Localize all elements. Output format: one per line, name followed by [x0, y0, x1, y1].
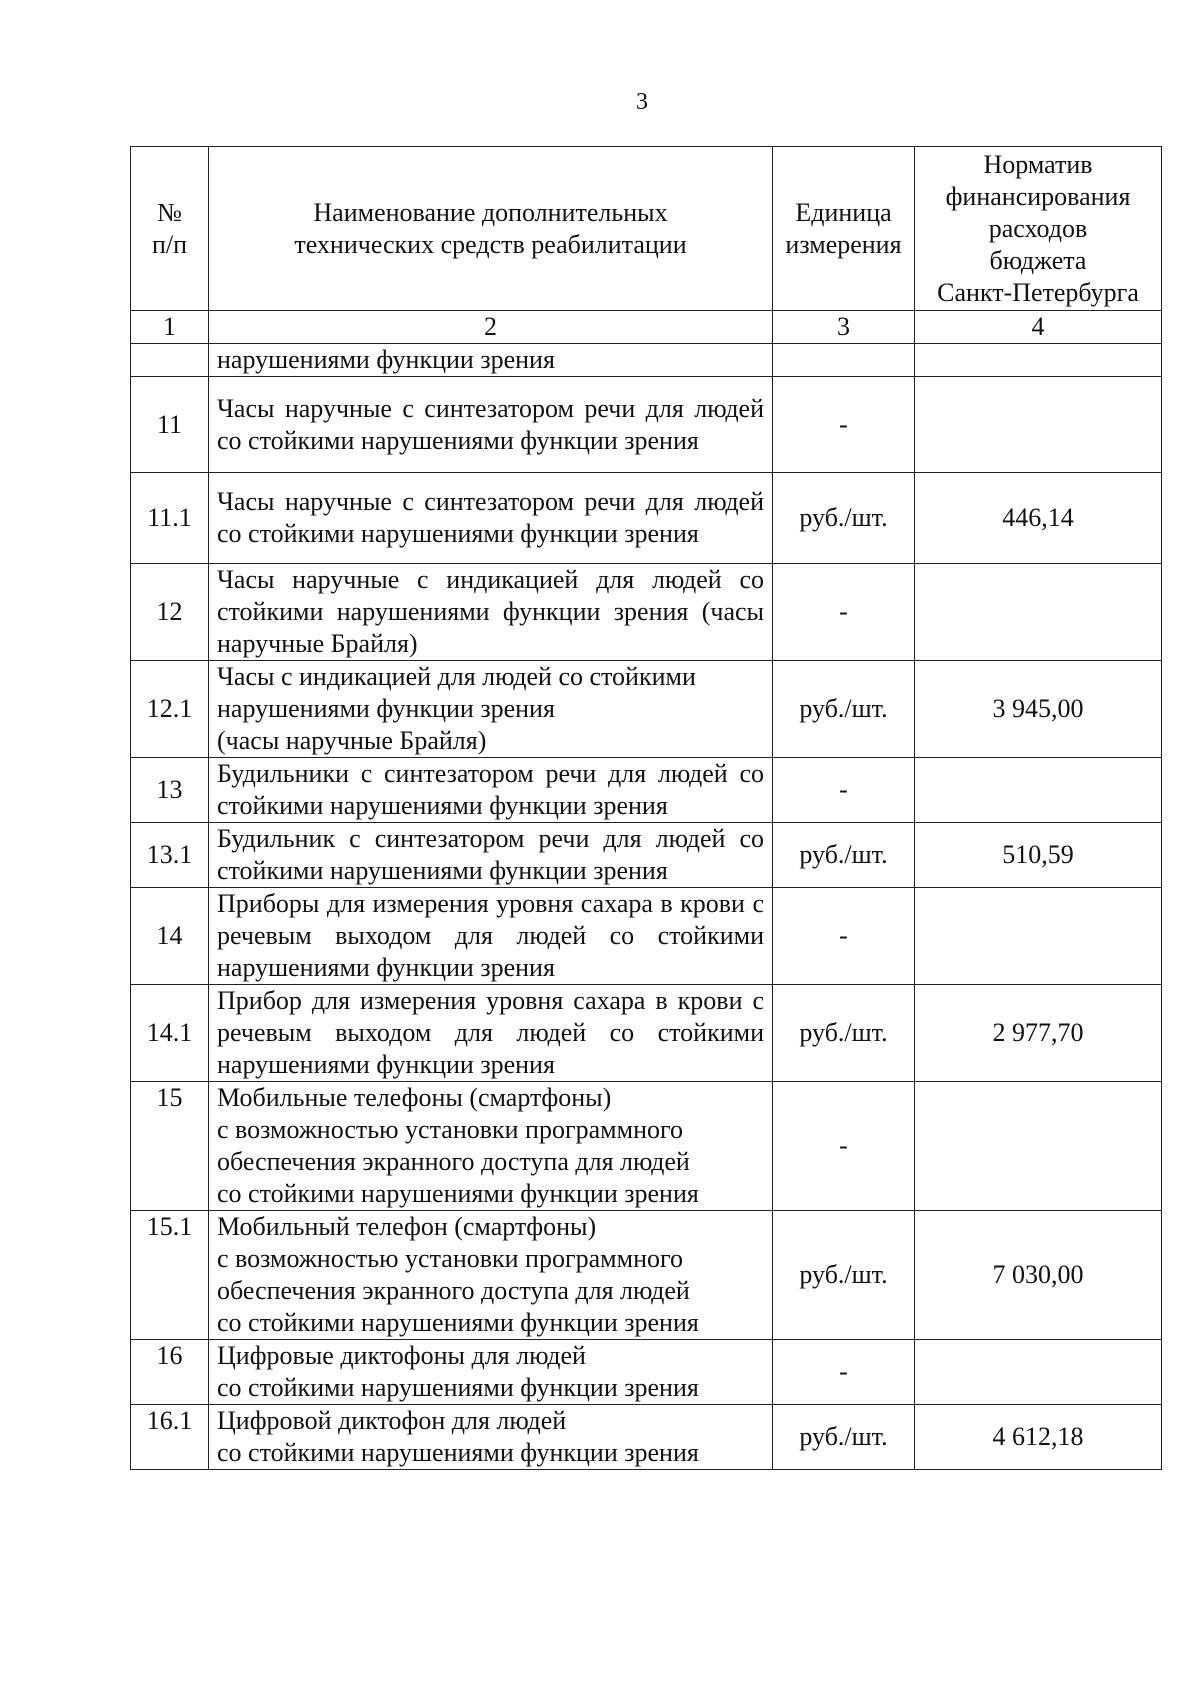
row-number: 12	[131, 564, 209, 661]
row-number: 11	[131, 377, 209, 473]
row-unit: руб./шт.	[773, 473, 915, 564]
row-value	[915, 1340, 1162, 1405]
page-number: 3	[636, 89, 648, 115]
row-unit: -	[773, 564, 915, 661]
column-index-4: 4	[915, 311, 1162, 344]
row-name: Цифровые диктофоны для людей со стойкими нарушениями функции зрения	[209, 1340, 773, 1405]
row-unit: руб./шт.	[773, 823, 915, 888]
row-number: 16	[131, 1340, 209, 1405]
row-value: 2 977,70	[915, 985, 1162, 1082]
row-name: Мобильные телефоны (смартфоны) с возможностью установки программного обеспечения экранного доступа для людей со стойкими нарушениями функции зрения	[209, 1082, 773, 1211]
header-unit	[773, 147, 915, 311]
row-name: Будильники с синтезатором речи для людей со стойкими нарушениями функции зрения	[209, 758, 773, 823]
column-index-1: 1	[131, 311, 209, 344]
table-row	[131, 823, 1162, 888]
row-number: 12.1	[131, 661, 209, 758]
row-number: 14.1	[131, 985, 209, 1082]
row-unit: руб./шт.	[773, 661, 915, 758]
row-number: 14	[131, 888, 209, 985]
row-name: Часы наручные с синтезатором речи для людей со стойкими нарушениями функции зрения	[209, 377, 773, 473]
continuation-unit	[773, 344, 915, 377]
table-row	[131, 1340, 1162, 1405]
row-unit: -	[773, 377, 915, 473]
table-row	[131, 661, 1162, 758]
row-number: 11.1	[131, 473, 209, 564]
row-unit: руб./шт.	[773, 1211, 915, 1340]
row-name: Приборы для измерения уровня сахара в крови с речевым выходом для людей со стойкими нарушениями функции зрения	[209, 888, 773, 985]
column-index-3: 3	[773, 311, 915, 344]
continuation-row	[131, 344, 1162, 377]
row-name: Будильник с синтезатором речи для людей со стойкими нарушениями функции зрения	[209, 823, 773, 888]
row-value	[915, 564, 1162, 661]
row-name: Часы наручные с индикацией для людей со стойкими нарушениями функции зрения (часы наручные Брайля)	[209, 564, 773, 661]
row-name: Цифровой диктофон для людей со стойкими нарушениями функции зрения	[209, 1405, 773, 1470]
table-row	[131, 1405, 1162, 1470]
table-row	[131, 564, 1162, 661]
row-unit: руб./шт.	[773, 985, 915, 1082]
table-row	[131, 888, 1162, 985]
row-name: Прибор для измерения уровня сахара в крови с речевым выходом для людей со стойкими нарушениями функции зрения	[209, 985, 773, 1082]
header-name	[209, 147, 773, 311]
norm-table	[130, 146, 1162, 1470]
row-unit: -	[773, 888, 915, 985]
row-value	[915, 1082, 1162, 1211]
row-unit: -	[773, 1082, 915, 1211]
table-row	[131, 1082, 1162, 1211]
header-unit-text: Единица измерения	[785, 197, 902, 259]
row-number: 13.1	[131, 823, 209, 888]
row-value: 446,14	[915, 473, 1162, 564]
header-name-text: Наименование дополнительных технических средств реабилитации	[294, 197, 687, 259]
column-index-2: 2	[209, 311, 773, 344]
column-index-row	[131, 311, 1162, 344]
row-number: 16.1	[131, 1405, 209, 1470]
table-row	[131, 1211, 1162, 1340]
row-value: 4 612,18	[915, 1405, 1162, 1470]
row-value	[915, 377, 1162, 473]
row-unit: -	[773, 1340, 915, 1405]
row-unit: руб./шт.	[773, 1405, 915, 1470]
row-number: 13	[131, 758, 209, 823]
table-row	[131, 377, 1162, 473]
table-row	[131, 473, 1162, 564]
row-name: Часы с индикацией для людей со стойкими нарушениями функции зрения (часы наручные Брайля)	[209, 661, 773, 758]
continuation-number	[131, 344, 209, 377]
table-row	[131, 758, 1162, 823]
row-number: 15.1	[131, 1211, 209, 1340]
header-norm	[915, 147, 1162, 311]
row-number: 15	[131, 1082, 209, 1211]
row-value: 3 945,00	[915, 661, 1162, 758]
header-number-text: № п/п	[151, 197, 188, 259]
header-number	[131, 147, 209, 311]
row-value: 7 030,00	[915, 1211, 1162, 1340]
table-row	[131, 985, 1162, 1082]
row-value	[915, 888, 1162, 985]
row-value: 510,59	[915, 823, 1162, 888]
table-header-row	[131, 147, 1162, 311]
header-norm-text: Норматив финансирования расходов бюджета Санкт-Петербурга	[937, 149, 1139, 307]
continuation-value	[915, 344, 1162, 377]
row-unit: -	[773, 758, 915, 823]
row-value	[915, 758, 1162, 823]
table-body	[131, 377, 1162, 1470]
row-name: Часы наручные с синтезатором речи для людей со стойкими нарушениями функции зрения	[209, 473, 773, 564]
row-name: Мобильный телефон (смартфоны) с возможностью установки программного обеспечения экранного доступа для людей со стойкими нарушениями функции зрения	[209, 1211, 773, 1340]
continuation-text: нарушениями функции зрения	[209, 344, 773, 377]
